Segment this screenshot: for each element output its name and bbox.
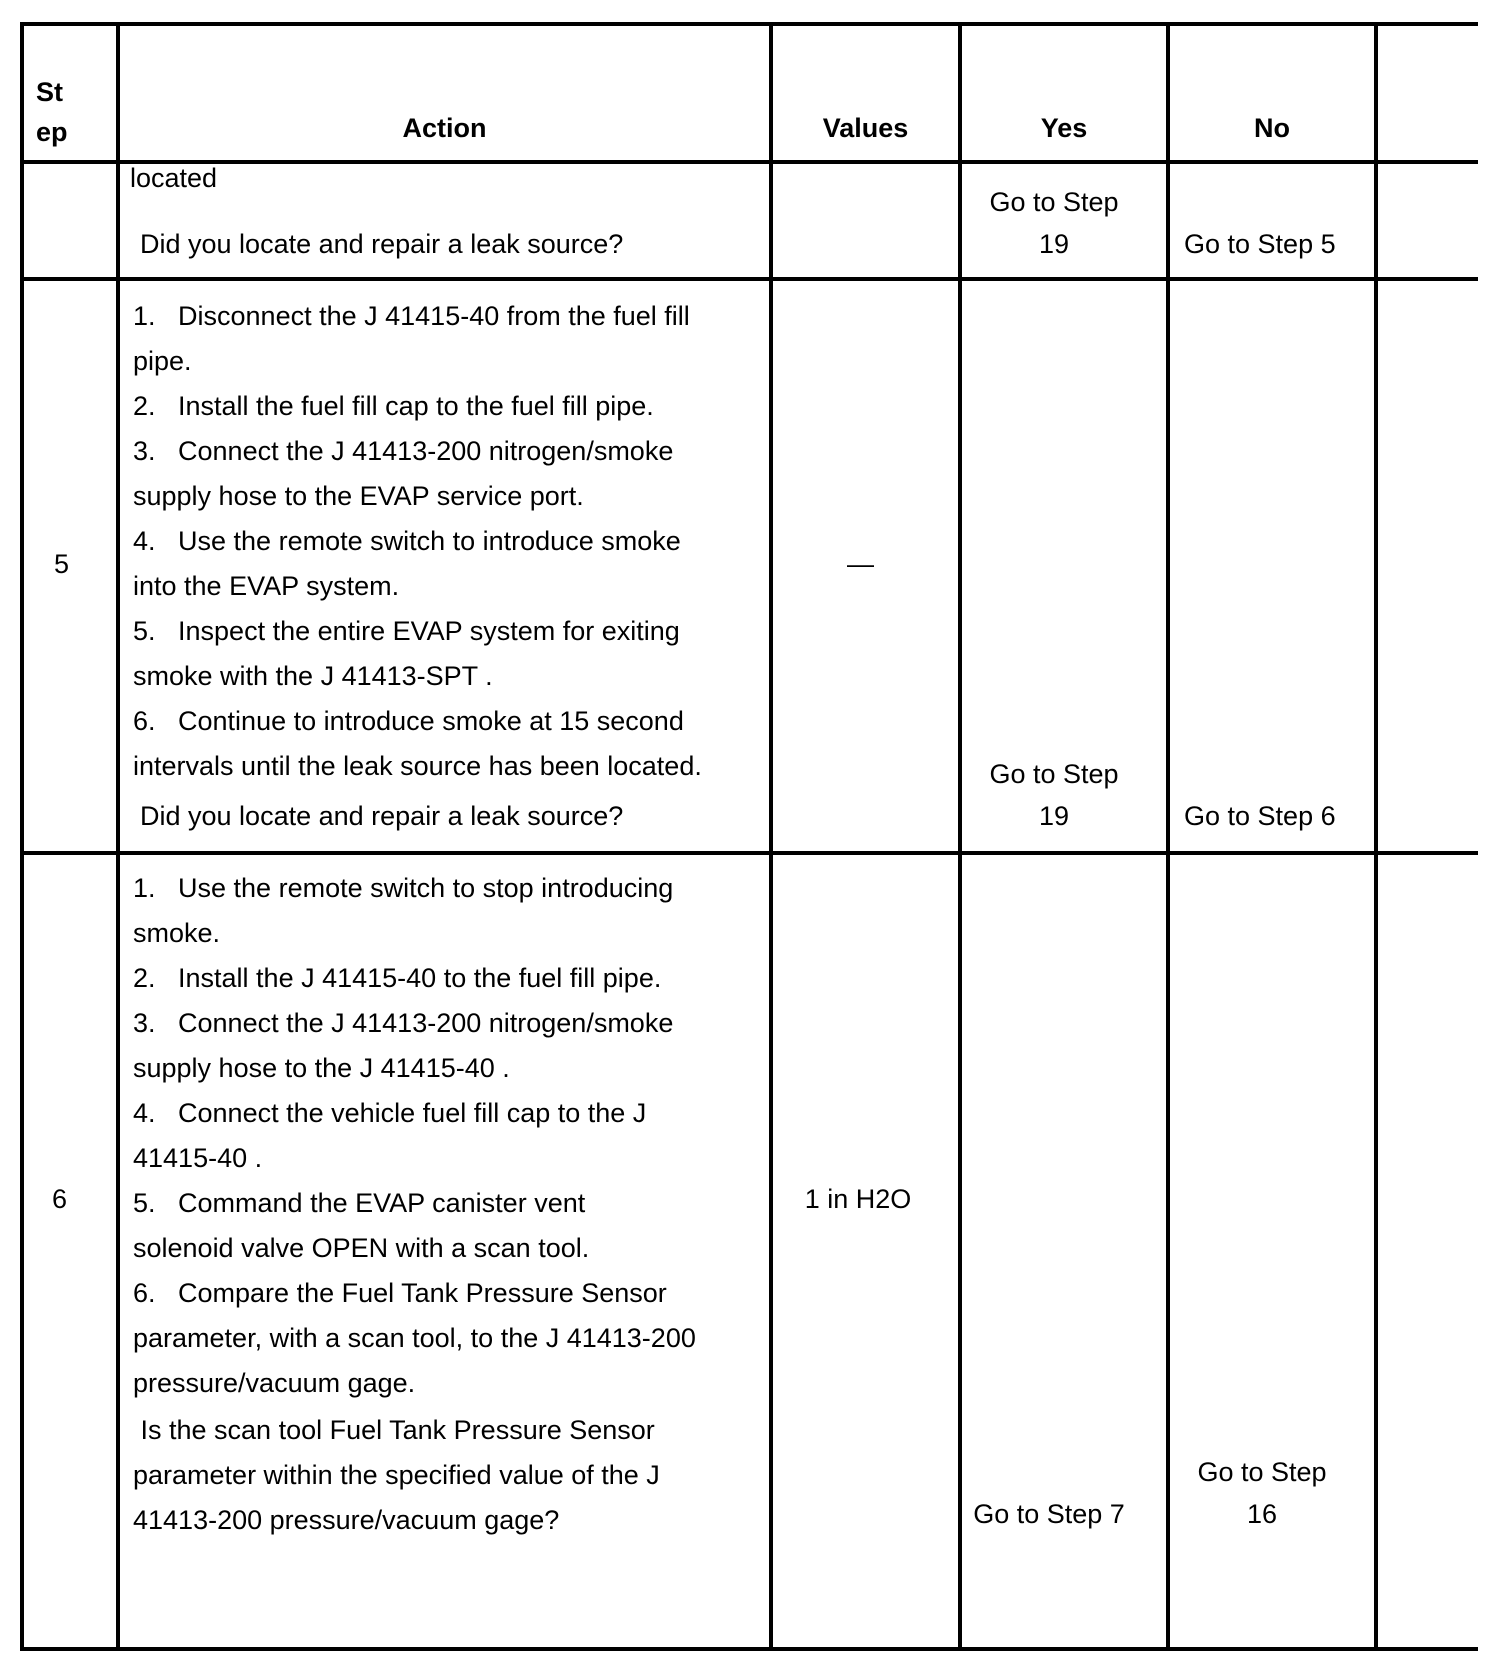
step-5-no: Go to Step 6 (1184, 801, 1336, 831)
action-line: solenoid valve OPEN with a scan tool. (133, 1233, 590, 1263)
action-line: 3. Connect the J 41413-200 nitrogen/smoke (133, 1008, 674, 1038)
step-5-yes-line2: 19 (1038, 801, 1070, 831)
action-line: parameter, with a scan tool, to the J 41413-200 (133, 1323, 696, 1353)
header-action: Action (402, 113, 487, 143)
continued-yes-line1: Go to Step (989, 187, 1119, 217)
question-line: 41413-200 pressure/vacuum gage? (133, 1505, 560, 1535)
header-values: Values (822, 113, 909, 143)
action-line: smoke with the J 41413-SPT . (133, 661, 493, 691)
row-separator (20, 851, 1478, 855)
table-border-bottom (20, 1647, 1478, 1651)
action-line: 5. Inspect the entire EVAP system for exiting (133, 616, 680, 646)
step-6-number: 6 (52, 1184, 68, 1214)
header-no: No (1254, 113, 1290, 143)
action-line: smoke. (133, 918, 221, 948)
action-line: 3. Connect the J 41413-200 nitrogen/smoke (133, 436, 674, 466)
action-line: into the EVAP system. (133, 571, 400, 601)
step-6-yes: Go to Step 7 (973, 1499, 1125, 1529)
continued-no: Go to Step 5 (1184, 229, 1336, 259)
step-5-yes-line1: Go to Step (989, 759, 1119, 789)
action-line: pipe. (133, 346, 192, 376)
action-line: 6. Continue to introduce smoke at 15 second (133, 706, 684, 736)
header-step-line2: ep (36, 117, 68, 147)
question-line: Is the scan tool Fuel Tank Pressure Sensor (133, 1415, 655, 1445)
action-line: 41415-40 . (133, 1143, 263, 1173)
step-5-value: — (847, 549, 874, 579)
continued-question: Did you locate and repair a leak source? (140, 229, 624, 259)
action-line: 1. Use the remote switch to stop introducing (133, 873, 674, 903)
continued-yes-line2: 19 (1038, 229, 1070, 259)
step-6-question (133, 1408, 660, 1543)
row-separator (20, 277, 1478, 281)
step-6-no-line2: 16 (1246, 1499, 1278, 1529)
header-step-line1: St (36, 77, 63, 107)
step-6-no-line1: Go to Step (1197, 1457, 1327, 1487)
column-border (1166, 22, 1170, 1651)
header-separator (20, 160, 1478, 164)
action-line: intervals until the leak source has been located. (133, 751, 702, 781)
step-5-actions (133, 294, 702, 789)
header-step (36, 72, 68, 152)
action-line: 2. Install the J 41415-40 to the fuel fill pipe. (133, 963, 662, 993)
header-yes: Yes (1040, 113, 1088, 143)
table-border-top (20, 22, 1478, 26)
column-border (769, 22, 773, 1651)
action-line: supply hose to the EVAP service port. (133, 481, 584, 511)
action-line: 2. Install the fuel fill cap to the fuel fill pipe. (133, 391, 654, 421)
action-line: 6. Compare the Fuel Tank Pressure Sensor (133, 1278, 667, 1308)
question-line: parameter within the specified value of the J (133, 1460, 660, 1490)
action-line: 1. Disconnect the J 41415-40 from the fuel fill (133, 301, 690, 331)
step-5-question: Did you locate and repair a leak source? (140, 801, 624, 831)
column-border-left (20, 22, 24, 1651)
column-border-right (1374, 22, 1378, 1651)
action-line: 4. Connect the vehicle fuel fill cap to the J (133, 1098, 647, 1128)
action-line: 5. Command the EVAP canister vent (133, 1188, 586, 1218)
continued-action-fragment: located (130, 163, 218, 193)
step-5-number: 5 (54, 549, 70, 579)
step-6-value: 1 in H2O (804, 1184, 912, 1214)
step-6-actions (133, 866, 696, 1406)
column-border (116, 22, 120, 1651)
action-line: pressure/vacuum gage. (133, 1368, 416, 1398)
action-line: 4. Use the remote switch to introduce smoke (133, 526, 681, 556)
action-line: supply hose to the J 41415-40 . (133, 1053, 510, 1083)
